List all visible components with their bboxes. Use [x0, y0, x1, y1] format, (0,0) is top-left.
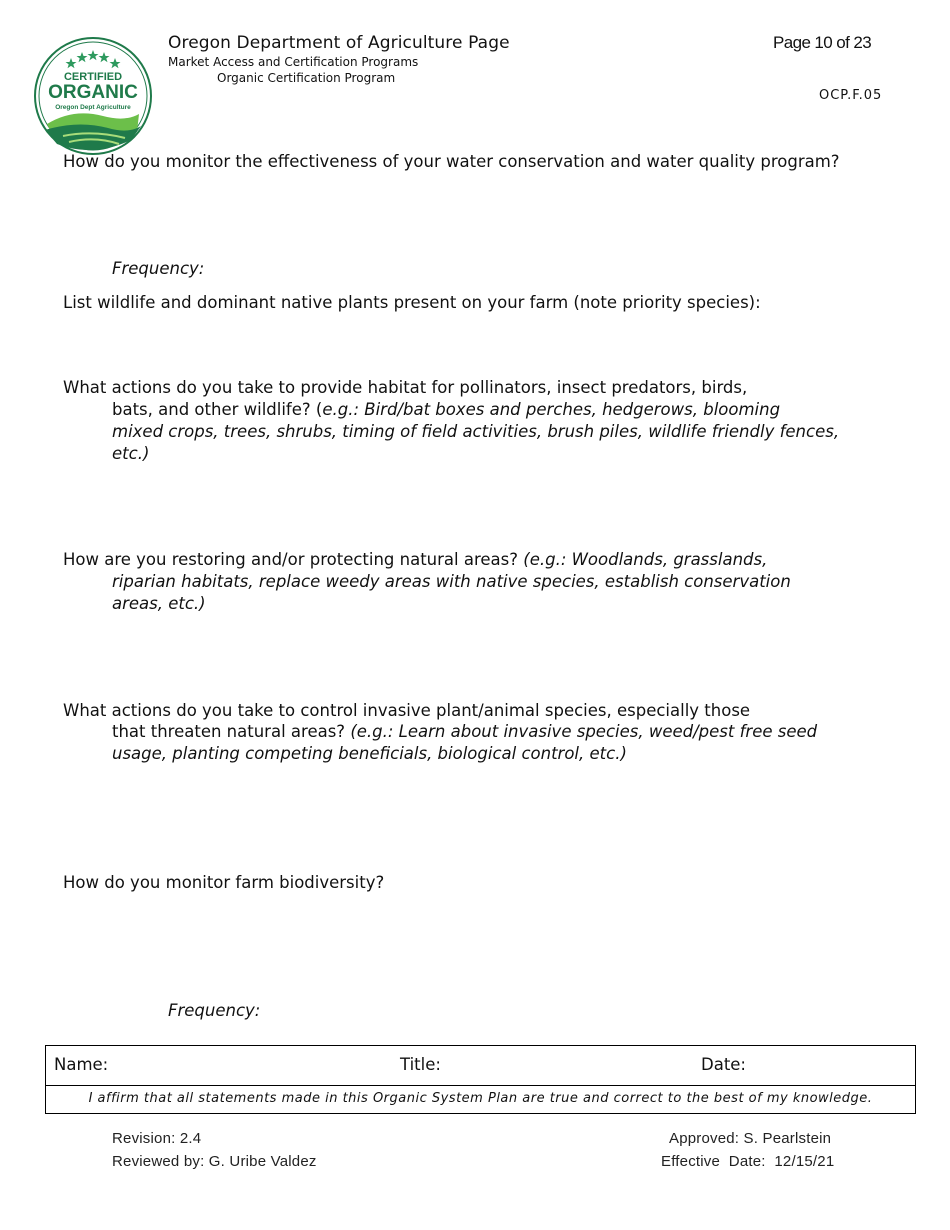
revision: Revision: 2.4: [112, 1130, 202, 1147]
question-invasive-line3: usage, planting competing beneficials, biological control, etc.): [112, 744, 627, 763]
question-habitat-line3: mixed crops, trees, shrubs, timing of field activities, brush piles, wildlife friendly fences,: [112, 422, 840, 441]
certified-organic-logo: [33, 36, 153, 156]
agency-subtitle: Market Access and Certification Programs: [168, 55, 419, 69]
frequency-label-2: Frequency:: [168, 1001, 261, 1020]
question-natural-areas-line3: areas, etc.): [112, 594, 206, 613]
question-habitat-line4: etc.): [112, 444, 150, 463]
question-habitat-line1: What actions do you take to provide habitat for pollinators, insect predators, birds,: [63, 378, 748, 397]
question-water-monitoring: How do you monitor the effectiveness of your water conservation and water quality program?: [63, 152, 840, 171]
affirmation-statement: I affirm that all statements made in this Organic System Plan are true and correct to the best of my knowledge.: [88, 1091, 873, 1106]
form-code: OCP.F.05: [819, 88, 883, 103]
question-biodiversity: How do you monitor farm biodiversity?: [63, 873, 385, 892]
logo-organic-text: ORGANIC: [48, 82, 138, 103]
question-invasive-line1: What actions do you take to control invasive plant/animal species, especially those: [63, 701, 751, 720]
question-natural-areas-plain: How are you restoring and/or protecting natural areas?: [63, 550, 524, 569]
question-habitat-line2: [112, 400, 780, 419]
logo-agency-text: Oregon Dept Agriculture: [55, 104, 131, 111]
program-subtitle: Organic Certification Program: [217, 71, 396, 85]
question-natural-areas-line1: [63, 550, 767, 569]
question-habitat-example: e.g.: Bird/bat boxes and perches, hedgerows, blooming: [322, 400, 781, 419]
question-wildlife-plants: List wildlife and dominant native plants present on your farm (note priority species):: [63, 293, 761, 312]
title-field[interactable]: Title:: [400, 1055, 441, 1074]
page-number: Page 10 of 23: [773, 33, 872, 52]
question-invasive-example: (e.g.: Learn about invasive species, weed/pest free seed: [350, 722, 818, 741]
agency-title: Oregon Department of Agriculture Page: [168, 33, 510, 53]
name-field[interactable]: Name:: [54, 1055, 109, 1074]
frequency-label-1: Frequency:: [112, 259, 205, 278]
signature-row: [46, 1046, 915, 1086]
logo-certified-text: CERTIFIED: [63, 71, 123, 83]
reviewed-by: Reviewed by: G. Uribe Valdez: [112, 1153, 317, 1170]
question-invasive-line2: [112, 722, 817, 741]
question-habitat-line2-plain: bats, and other wildlife? (: [112, 400, 323, 419]
approved-by: Approved: S. Pearlstein: [669, 1130, 832, 1147]
question-natural-areas-example: (e.g.: Woodlands, grasslands,: [523, 550, 768, 569]
question-natural-areas-line2: riparian habitats, replace weedy areas with native species, establish conservation: [112, 572, 791, 591]
effective-date: Effective Date: 12/15/21: [661, 1153, 835, 1170]
question-invasive-plain: that threaten natural areas?: [112, 722, 351, 741]
date-field[interactable]: Date:: [701, 1055, 746, 1074]
signature-block: [45, 1045, 916, 1114]
